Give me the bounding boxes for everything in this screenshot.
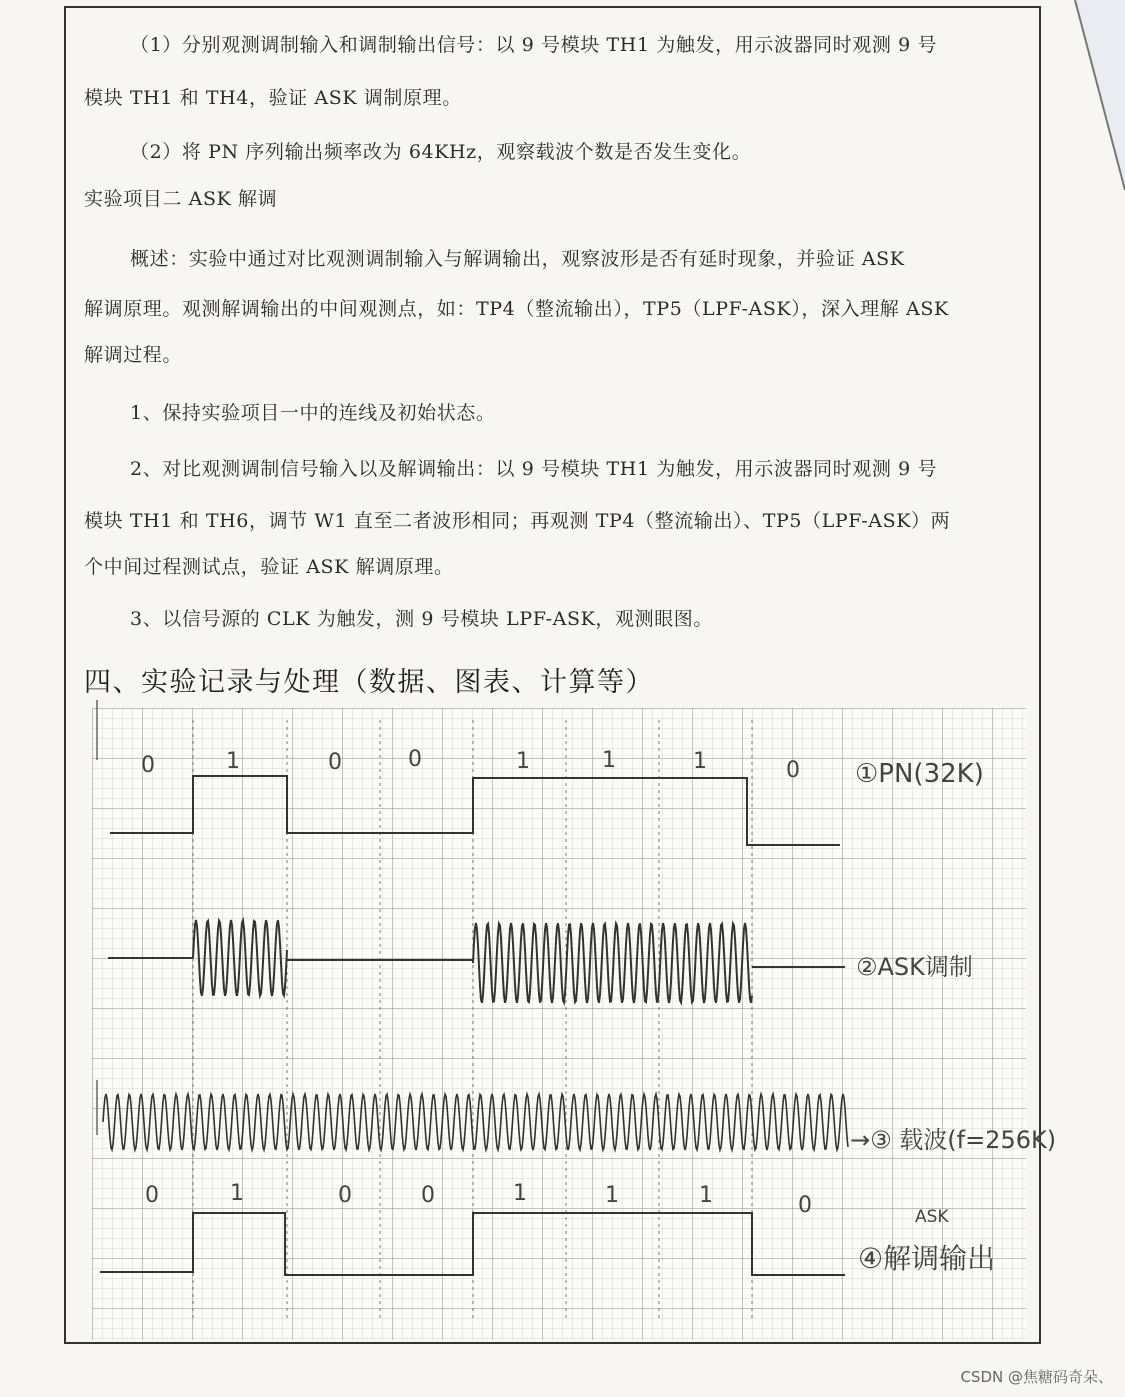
label-carrier: →③ 载波(f=256K) <box>850 1126 1057 1154</box>
label-demod: ④解调输出 <box>858 1242 996 1275</box>
label-ask: ②ASK调制 <box>856 953 973 981</box>
label-ask-small: ASK <box>915 1207 949 1227</box>
bit-top-7: 1 <box>693 749 707 774</box>
paragraph-line-2: 模块 TH1 和 TH4，验证 ASK 调制原理。 <box>84 87 462 109</box>
section-heading: 四、实验记录与处理（数据、图表、计算等） <box>84 667 654 698</box>
watermark: CSDN @焦糖码奇朵、 <box>960 1368 1113 1386</box>
label-pn: ①PN(32K) <box>855 759 984 789</box>
carrier-waveform <box>103 1094 848 1150</box>
paragraph-line-6: 解调原理。观测解调输出的中间观测点，如：TP4（整流输出），TP5（LPF-ASK），深入理解 ASK <box>84 298 949 320</box>
bit-bottom-1: 0 <box>145 1183 159 1208</box>
bit-bottom-5: 1 <box>513 1181 527 1206</box>
bit-bottom-7: 1 <box>699 1183 713 1208</box>
bit-top-8: 0 <box>786 758 800 783</box>
paragraph-line-1: （1）分别观测调制输入和调制输出信号：以 9 号模块 TH1 为触发，用示波器同时观测 9 号 <box>130 34 938 56</box>
bit-bottom-8: 0 <box>798 1193 812 1218</box>
step-1: 1、保持实验项目一中的连线及初始状态。 <box>130 402 496 424</box>
paragraph-line-5: 概述：实验中通过对比观测调制输入与解调输出，观察波形是否有延时现象，并验证 ASK <box>130 248 905 270</box>
bit-bottom-6: 1 <box>605 1183 619 1208</box>
bit-top-2: 1 <box>226 749 240 774</box>
bit-top-1: 0 <box>141 753 155 778</box>
ask-waveform <box>108 920 845 1003</box>
bit-top-3: 0 <box>328 750 342 775</box>
pn-waveform <box>110 776 840 845</box>
paragraph-line-7: 解调过程。 <box>84 344 183 366</box>
bit-bottom-3: 0 <box>338 1183 352 1208</box>
paragraph-line-3: （2）将 PN 序列输出频率改为 64KHz，观察载波个数是否发生变化。 <box>130 141 752 163</box>
step-3: 3、以信号源的 CLK 为触发，测 9 号模块 LPF-ASK，观测眼图。 <box>130 608 714 630</box>
step-2-line-1: 2、对比观测调制信号输入以及解调输出：以 9 号模块 TH1 为触发，用示波器同时观测 9 号 <box>130 458 938 480</box>
demod-waveform <box>100 1213 845 1275</box>
bit-bottom-2: 1 <box>230 1181 244 1206</box>
bit-top-5: 1 <box>516 749 530 774</box>
step-2-line-3: 个中间过程测试点，验证 ASK 解调原理。 <box>84 556 454 578</box>
subsection-title: 实验项目二 ASK 解调 <box>84 188 278 210</box>
step-2-line-2: 模块 TH1 和 TH6，调节 W1 直至二者波形相同；再观测 TP4（整流输出）、TP5（LPF-ASK）两 <box>84 510 951 532</box>
bit-top-6: 1 <box>602 748 616 773</box>
bit-bottom-4: 0 <box>421 1183 435 1208</box>
bit-top-4: 0 <box>408 747 422 772</box>
